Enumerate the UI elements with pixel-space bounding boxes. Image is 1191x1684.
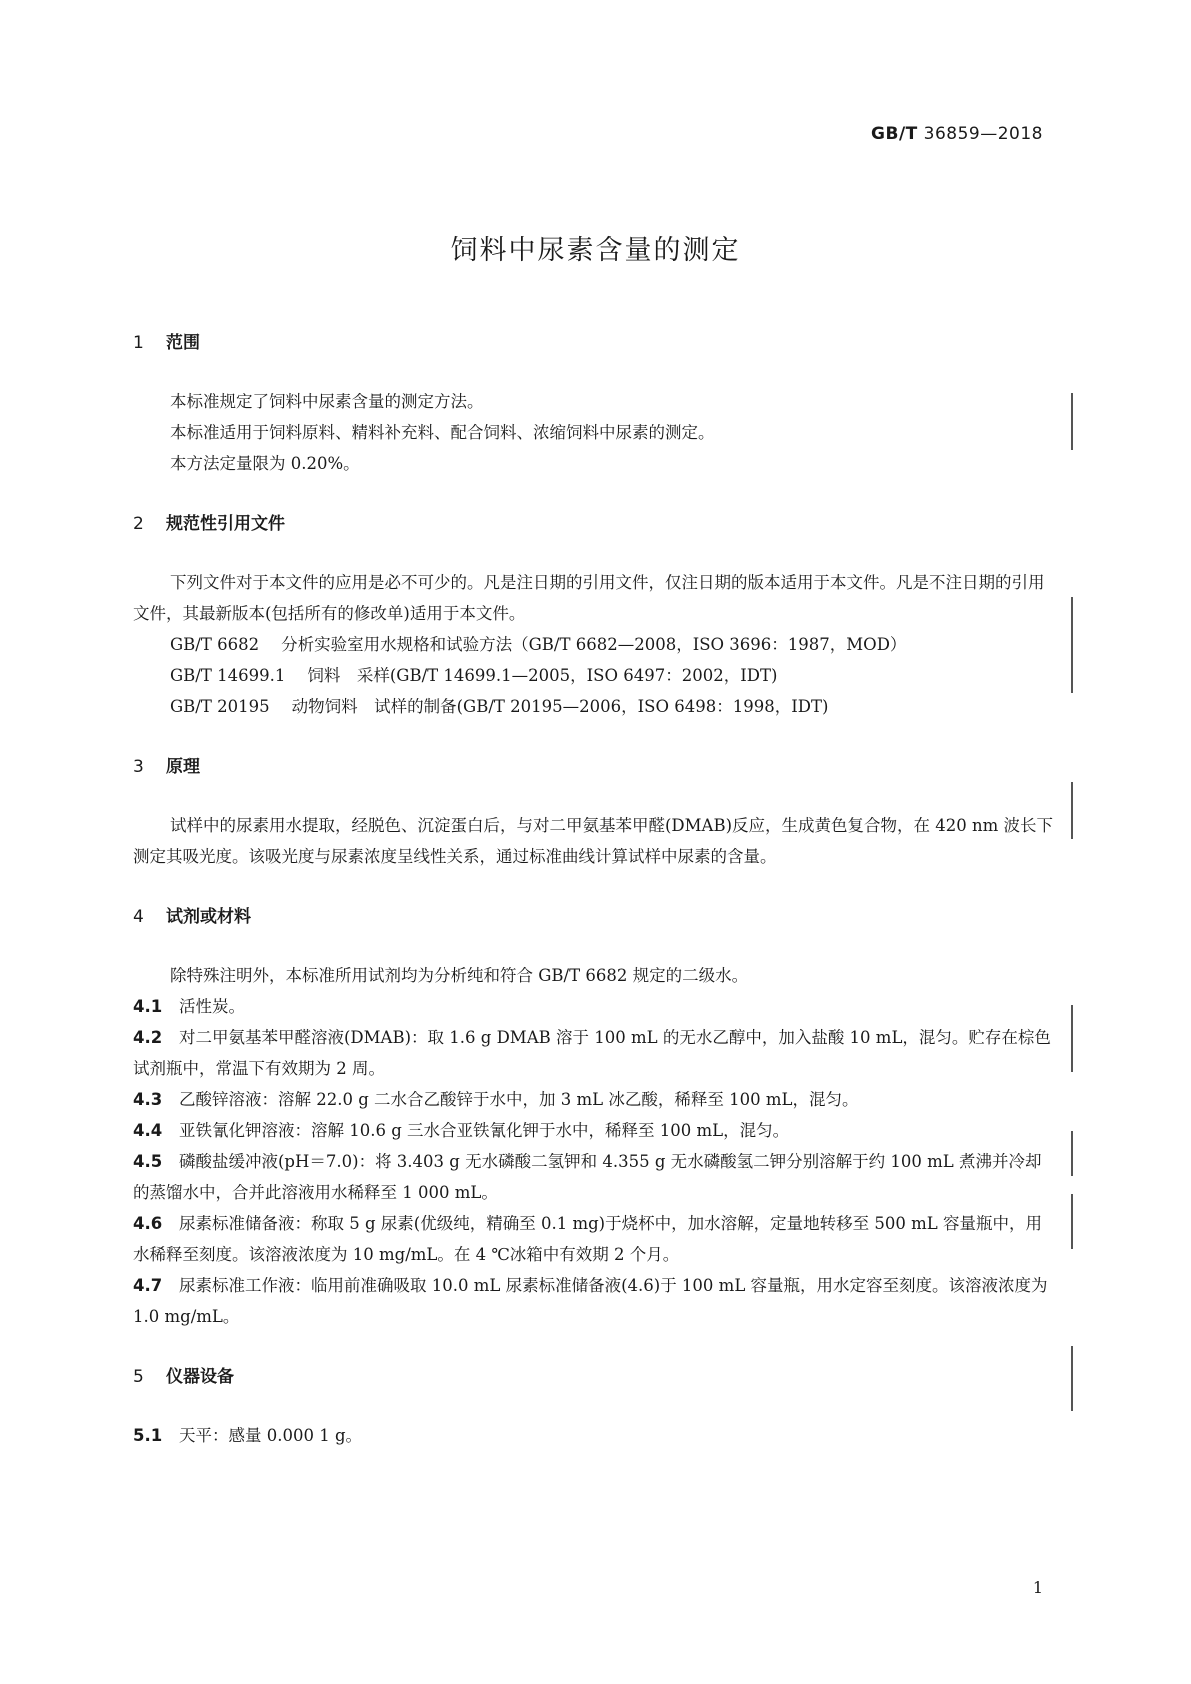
change-bar [1071, 1131, 1073, 1176]
clause-item: 5.1 天平：感量 0.000 1 g。 [133, 1426, 363, 1445]
standard-number [871, 124, 1043, 144]
standard-prefix: GB/T [871, 124, 918, 144]
change-bar [1071, 782, 1073, 839]
clause-item: 4.5 磷酸盐缓冲液(pH＝7.0)：将 3.403 g 无水磷酸二氢钾和 4.355 g 无水磷酸氢二钾分别溶解于约 100 mL 煮沸并冷却的蒸馏水中，合并此溶液用水稀释至 1 000 mL。 [133, 1152, 1042, 1202]
clause-item: 4.3 乙酸锌溶液：溶解 22.0 g 二水合乙酸锌于水中，加 3 mL 冰乙酸，稀释至 100 mL，混匀。 [133, 1090, 859, 1109]
section-heading: 1 范围 [133, 333, 200, 353]
document-title: 饲料中尿素含量的测定 [450, 235, 741, 266]
paragraph: 除特殊注明外，本标准所用试剂均为分析纯和符合 GB/T 6682 规定的二级水。 [170, 966, 749, 985]
change-bar [1071, 1194, 1073, 1249]
change-bar [1071, 1346, 1073, 1411]
reference-item: GB/T 20195 动物饲料 试样的制备(GB/T 20195—2006，ISO 6498：1998，IDT) [170, 697, 829, 716]
change-bar [1071, 393, 1073, 450]
document-body [133, 330, 1055, 1451]
change-bar [1071, 1005, 1073, 1072]
clause-item: 4.4 亚铁氰化钾溶液：溶解 10.6 g 三水合亚铁氰化钾于水中，稀释至 100 mL，混匀。 [133, 1121, 790, 1140]
clause-item: 4.6 尿素标准储备液：称取 5 g 尿素(优级纯，精确至 0.1 mg)于烧杯中，加水溶解，定量地转移至 500 mL 容量瓶中，用水稀释至刻度。该溶液浓度为 10 mg/mL。在 4 ℃冰箱中有效期 2 个月。 [133, 1214, 1042, 1264]
clause-item: 4.1 活性炭。 [133, 997, 245, 1016]
paragraph: 试样中的尿素用水提取，经脱色、沉淀蛋白后，与对二甲氨基苯甲醛(DMAB)反应，生成黄色复合物，在 420 nm 波长下测定其吸光度。该吸光度与尿素浓度呈线性关系，通过标准曲线计算试样中尿素的含量。 [133, 816, 1054, 866]
clause-item: 4.7 尿素标准工作液：临用前准确吸取 10.0 mL 尿素标准储备液(4.6)于 100 mL 容量瓶，用水定容至刻度。该溶液浓度为 1.0 mg/mL。 [133, 1276, 1048, 1326]
paragraph: 本标准适用于饲料原料、精料补充料、配合饲料、浓缩饲料中尿素的测定。 [170, 423, 715, 442]
standard-code: 36859—2018 [923, 124, 1043, 144]
paragraph: 本标准规定了饲料中尿素含量的测定方法。 [170, 392, 484, 411]
section-heading: 2 规范性引用文件 [133, 514, 285, 534]
section-heading: 4 试剂或材料 [133, 907, 251, 927]
section-heading: 5 仪器设备 [133, 1367, 234, 1387]
change-bar [1071, 597, 1073, 693]
clause-item: 4.2 对二甲氨基苯甲醛溶液(DMAB)：取 1.6 g DMAB 溶于 100 mL 的无水乙醇中，加入盐酸 10 mL，混匀。贮存在棕色试剂瓶中，常温下有效期为 2 周。 [133, 1028, 1051, 1078]
reference-item: GB/T 6682 分析实验室用水规格和试验方法（GB/T 6682—2008，ISO 3696：1987，MOD） [170, 635, 907, 654]
paragraph: 本方法定量限为 0.20%。 [170, 454, 360, 473]
section-heading: 3 原理 [133, 757, 200, 777]
page-number: 1 [1032, 1578, 1043, 1597]
paragraph: 下列文件对于本文件的应用是必不可少的。凡是注日期的引用文件，仅注日期的版本适用于本文件。凡是不注日期的引用文件，其最新版本(包括所有的修改单)适用于本文件。 [133, 573, 1045, 623]
reference-item: GB/T 14699.1 饲料 采样(GB/T 14699.1—2005，ISO 6497：2002，IDT) [170, 666, 778, 685]
